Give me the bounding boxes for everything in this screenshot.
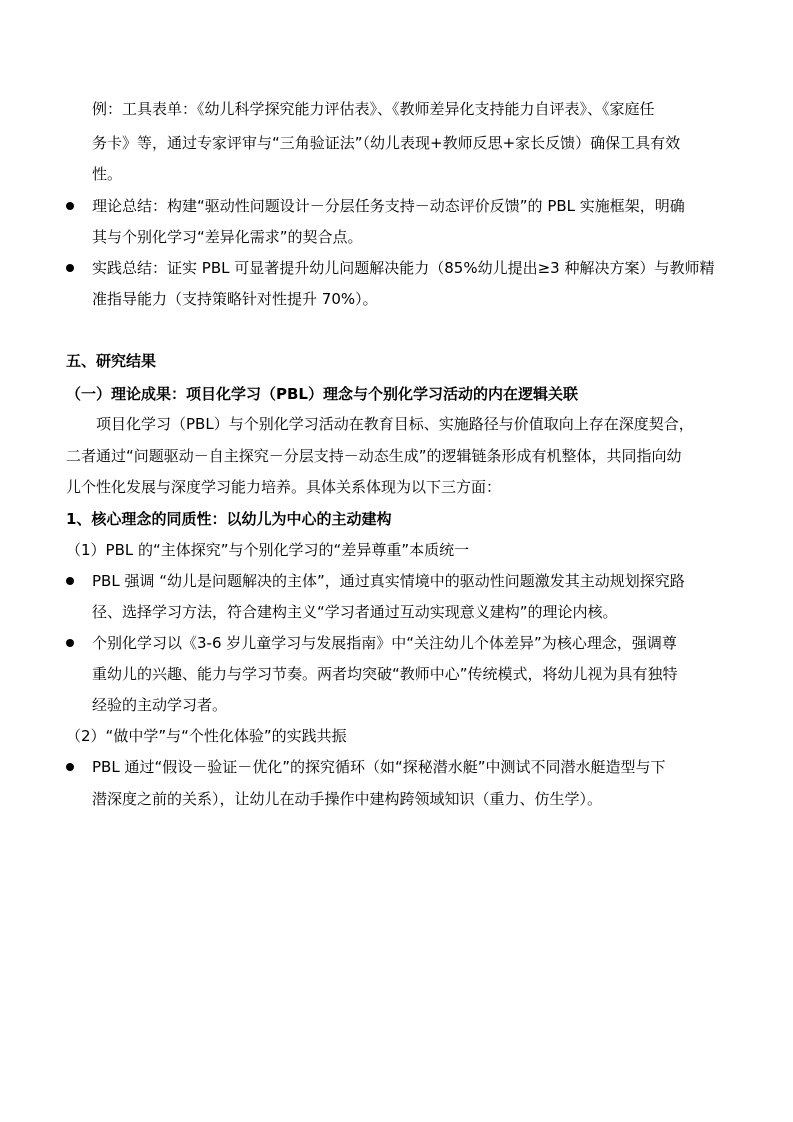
bullet-text-line: 重幼儿的兴趣、能力与学习节奏。两者均突破“教师中心”传统模式，将幼儿视为具有独特	[92, 665, 678, 683]
bullet-text-line: PBL 通过“假设－验证－优化”的探究循环（如“探秘潜水艇”中测试不同潜水艇造型与下	[92, 758, 666, 776]
bullet-text-line: 经验的主动学习者。	[92, 696, 228, 714]
paragraph-line: 项目化学习（PBL）与个别化学习活动在教育目标、实施路径与价值取向上存在深度契合，	[96, 415, 694, 433]
bullet-text-line: 潜深度之前的关系），让幼儿在动手操作中建构跨领域知识（重力、仿生学）。	[92, 790, 603, 808]
section-title: 五、研究结果	[66, 352, 157, 370]
bullet-icon	[66, 639, 74, 647]
paragraph-line: 性。	[92, 165, 123, 183]
subitem-title: （1）PBL 的“主体探究”与个别化学习的“差异尊重”本质统一	[66, 541, 470, 559]
bullet-text-line: 理论总结：构建“驱动性问题设计－分层任务支持－动态评价反馈”的 PBL 实施框架，明确	[92, 197, 685, 215]
bullet-text-line: 个别化学习以《3-6 岁儿童学习与发展指南》中“关注幼儿个体差异”为核心理念，强调尊	[92, 634, 677, 652]
bullet-text-line: 径、选择学习方法，符合建构主义“学习者通过互动实现意义建构”的理论内核。	[92, 603, 618, 621]
bullet-text-line: 其与个别化学习“差异化需求”的契合点。	[92, 228, 363, 246]
paragraph-line: 务卡》等，通过专家评审与“三角验证法”（幼儿表现+教师反思+家长反馈）确保工具有效	[92, 134, 681, 152]
paragraph-line: 二者通过“问题驱动－自主探究－分层支持－动态生成”的逻辑链条形成有机整体，共同指向幼	[66, 447, 682, 465]
bullet-text-line: PBL 强调 “幼儿是问题解决的主体”，通过真实情境中的驱动性问题激发其主动规划探究路	[92, 572, 685, 590]
bullet-icon	[66, 763, 74, 771]
bullet-icon	[66, 264, 74, 272]
bullet-icon	[66, 577, 74, 585]
subitem-title: （2）“做中学”与“个性化体验”的实践共振	[66, 727, 347, 745]
paragraph-line: 例：工具表单：《幼儿科学探究能力评估表》、《教师差异化支持能力自评表》、《家庭任	[92, 100, 655, 118]
bullet-text-line: 准指导能力（支持策略针对性提升 70%）。	[92, 290, 378, 308]
bullet-icon	[66, 202, 74, 210]
paragraph-line: 儿个性化发展与深度学习能力培养。具体关系体现为以下三方面：	[66, 478, 502, 496]
bullet-text-line: 实践总结：证实 PBL 可显著提升幼儿问题解决能力（85%幼儿提出≥3 种解决方案）与教师精	[92, 259, 715, 277]
item-title: 1、核心理念的同质性：以幼儿为中心的主动建构	[66, 510, 392, 528]
subsection-title: （一）理论成果：项目化学习（PBL）理念与个别化学习活动的内在逻辑关联	[66, 385, 578, 403]
